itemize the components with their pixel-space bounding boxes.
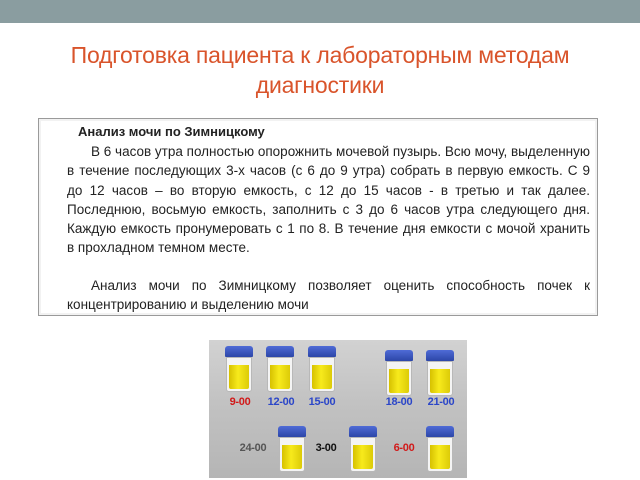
urine-container-cup xyxy=(427,350,453,396)
urine-container-cup xyxy=(309,346,335,392)
slide-title xyxy=(20,40,620,100)
time-label-15-00: 15-00 xyxy=(308,396,336,408)
slide-title-line1: Подготовка пациента к лабораторным методам xyxy=(70,42,570,68)
urine-container-cup xyxy=(267,346,293,392)
time-label-21-00: 21-00 xyxy=(427,396,455,408)
text-box-heading: Анализ мочи по Зимницкому xyxy=(78,124,265,139)
urine-container-cup xyxy=(226,346,252,392)
urine-container-cup xyxy=(386,350,412,396)
urine-container-cup xyxy=(279,426,305,472)
urine-container-cup xyxy=(427,426,453,472)
time-label-3-00: 3-00 xyxy=(315,442,337,454)
time-label-9-00: 9-00 xyxy=(229,396,251,408)
text-box-paragraph-2: Анализ мочи по Зимницкому позволяет оценить способность почек к концентрированию и выделению мочи xyxy=(67,278,590,313)
top-bar xyxy=(0,0,640,23)
time-label-12-00: 12-00 xyxy=(267,396,295,408)
slide-title-line2: диагностики xyxy=(255,72,385,98)
time-label-18-00: 18-00 xyxy=(385,396,413,408)
time-label-24-00: 24-00 xyxy=(239,442,267,454)
time-label-6-00: 6-00 xyxy=(393,442,415,454)
urine-container-cup xyxy=(350,426,376,472)
text-box-paragraph-1: В 6 часов утра полностью опорожнить мочевой пузырь. Всю мочу, выделенную в течение последующих 3-х часов (с 6 до 9 утра) собрать в первую емкость. С 9 до 12 часов – во вторую емкость, с 12 до 15 часов - в третью и так далее. Последнюю, восьмую емкость, заполнить с 3 до 6 часов утра следующего дня. Каждую емкость пронумеровать с 1 по 8. В течение дня емкости с мочой хранить в прохладном темном месте. xyxy=(67,144,590,256)
urine-containers-photo xyxy=(209,340,467,478)
